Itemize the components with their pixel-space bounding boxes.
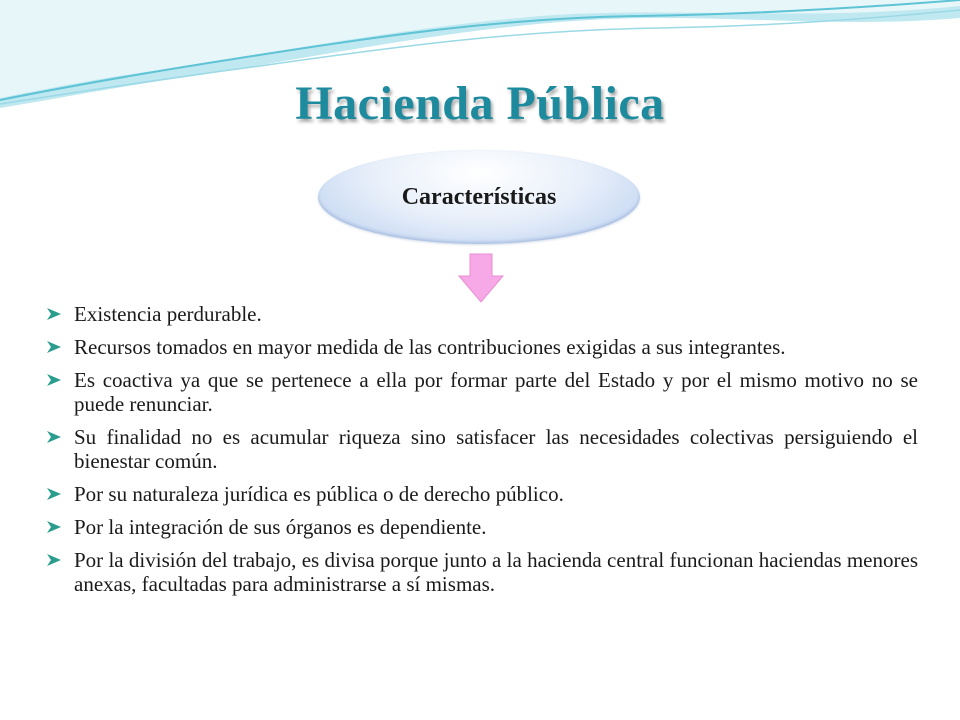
- list-item: [46, 515, 918, 539]
- slide-title: Hacienda Pública: [295, 77, 665, 130]
- list-item: [46, 368, 918, 416]
- characteristics-badge: [318, 150, 640, 244]
- bullet-text: Su finalidad no es acumular riqueza sino satisfacer las necesidades colectivas persiguiendo el bienestar común.: [74, 425, 918, 473]
- bullet-text: Es coactiva ya que se pertenece a ella por formar parte del Estado y por el mismo motivo no se puede renunciar.: [74, 368, 918, 416]
- chevron-right-icon: [46, 373, 62, 387]
- bullet-text: Por su naturaleza jurídica es pública o de derecho público.: [74, 482, 564, 506]
- characteristics-list: [46, 302, 918, 605]
- bullet-text: Recursos tomados en mayor medida de las contribuciones exigidas a sus integrantes.: [74, 335, 786, 359]
- chevron-right-icon: [46, 553, 62, 567]
- bullet-text: Existencia perdurable.: [74, 302, 262, 326]
- bullet-text: Por la división del trabajo, es divisa porque junto a la hacienda central funcionan haciendas menores anexas, facultadas para administrarse a sí mismas.: [74, 548, 918, 596]
- bullet-text: Por la integración de sus órganos es dependiente.: [74, 515, 487, 539]
- list-item: [46, 482, 918, 506]
- list-item: [46, 548, 918, 596]
- down-arrow-icon: [458, 252, 504, 304]
- list-item: [46, 335, 918, 359]
- chevron-right-icon: [46, 520, 62, 534]
- characteristics-label: Características: [401, 183, 557, 210]
- chevron-right-icon: [46, 307, 62, 321]
- list-item: [46, 302, 918, 326]
- chevron-right-icon: [46, 430, 62, 444]
- chevron-right-icon: [46, 487, 62, 501]
- list-item: [46, 425, 918, 473]
- chevron-right-icon: [46, 340, 62, 354]
